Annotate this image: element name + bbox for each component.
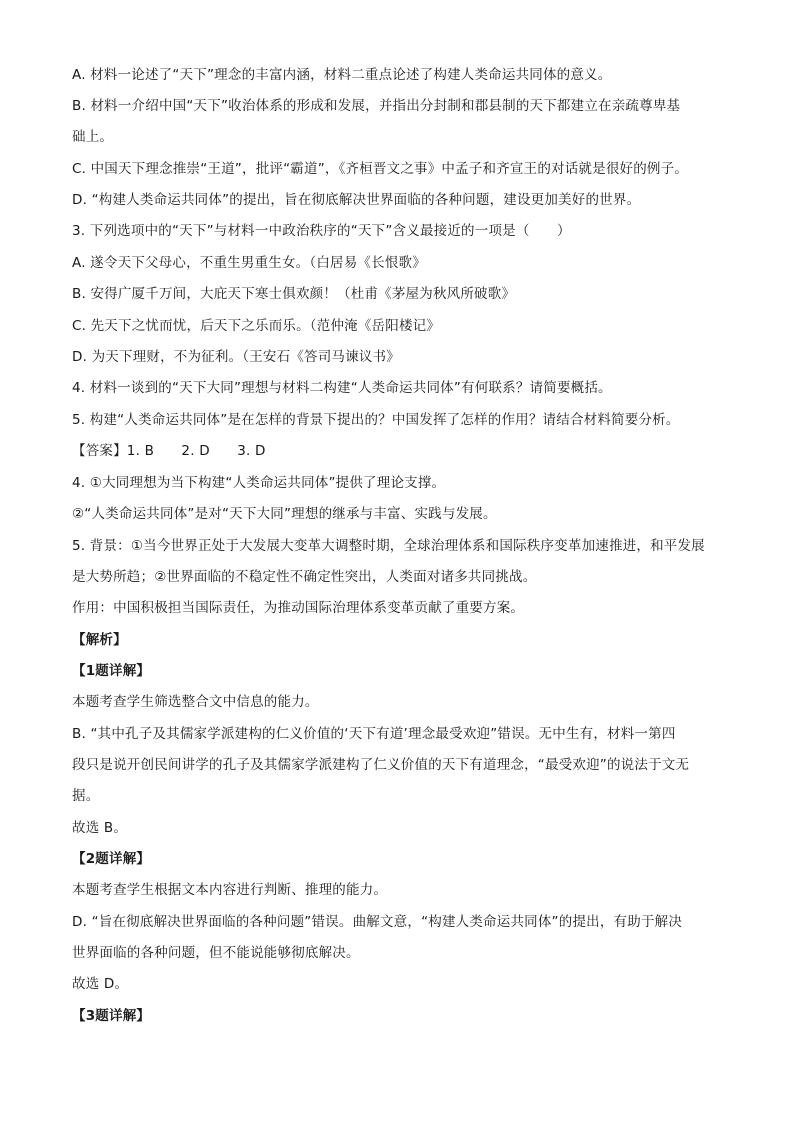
option-b-line-1: B. 材料一介绍中国“天下”收治体系的形成和发展，并指出分封制和郡县制的天下都建立在亲疏尊卑基 xyxy=(72,98,681,114)
detail-2-header: 【2题详解】 xyxy=(72,851,151,867)
question-3: 3. 下列选项中的“天下”与材料一中政治秩序的“天下”含义最接近的一项是（ ） xyxy=(72,223,571,239)
detail-1-line-2: B. “其中孔子及其儒家学派建构的仁义价值的‘天下有道’理念最受欢迎”错误。无中生有，材料一第四 xyxy=(72,726,676,742)
analysis-header: 【解析】 xyxy=(72,632,127,648)
q3-option-b: B. 安得广厦千万间，大庇天下寒士俱欢颜！（杜甫《茅屋为秋风所破歌》 xyxy=(72,286,516,302)
option-c-line: C. 中国天下理念推崇“王道”，批评“霸道”，《齐桓晋文之事》中孟子和齐宣王的对话就是很好的例子。 xyxy=(72,161,689,177)
answer-5-line-3: 作用：中国积极担当国际责任，为推动国际治理体系变革贡献了重要方案。 xyxy=(72,600,525,616)
detail-1-line-4: 据。 xyxy=(72,788,100,804)
detail-1-header: 【1题详解】 xyxy=(72,663,151,679)
option-b-line-2: 础上。 xyxy=(72,129,114,145)
q3-option-c: C. 先天下之忧而忧，后天下之乐而乐。（范仲淹《岳阳楼记》 xyxy=(72,318,441,334)
question-4: 4. 材料一谈到的“天下大同”理想与材料二构建“人类命运共同体”有何联系？请简要概括。 xyxy=(72,380,612,396)
option-d-line: D. “构建人类命运共同体”的提出，旨在彻底解决世界面临的各种问题，建设更加美好的世界。 xyxy=(72,192,641,208)
detail-2-line-1: 本题考查学生根据文本内容进行判断、推理的能力。 xyxy=(72,882,388,898)
answer-4-line-2: ②“人类命运共同体”是对“天下大同”理想的继承与丰富、实践与发展。 xyxy=(72,506,497,522)
q3-option-a: A. 遂令天下父母心，不重生男重生女。（白居易《长恨歌》 xyxy=(72,255,426,271)
detail-1-choice: 故选 B。 xyxy=(72,820,128,836)
detail-2-choice: 故选 D。 xyxy=(72,976,129,992)
answer-5-line-2: 是大势所趋；②世界面临的不稳定性不确定性突出，人类面对诸多共同挑战。 xyxy=(72,569,537,585)
detail-1-line-1: 本题考查学生筛选整合文中信息的能力。 xyxy=(72,694,319,710)
detail-2-line-2: D. “旨在彻底解决世界面临的各种问题”错误。曲解文意，“构建人类命运共同体”的提出，有助于解决 xyxy=(72,914,683,930)
detail-2-line-3: 世界面临的各种问题，但不能说能够彻底解决。 xyxy=(72,945,360,961)
option-a-line: A. 材料一论述了“天下”理念的丰富内涵，材料二重点论述了构建人类命运共同体的意义。 xyxy=(72,67,612,83)
detail-3-header: 【3题详解】 xyxy=(72,1008,151,1024)
answer-header: 【答案】1. B 2. D 3. D xyxy=(72,443,266,459)
answer-4-line-1: 4. ①大同理想为当下构建“人类命运共同体”提供了理论支撑。 xyxy=(72,475,446,491)
detail-1-line-3: 段只是说开创民间讲学的孔子及其儒家学派建构了仁义价值的天下有道理念，“最受欢迎”的说法于文无 xyxy=(72,757,690,773)
question-5: 5. 构建“人类命运共同体”是在怎样的背景下提出的？中国发挥了怎样的作用？请结合材料简要分析。 xyxy=(72,412,680,428)
answer-5-line-1: 5. 背景：①当今世界正处于大发展大变革大调整时期，全球治理体系和国际秩序变革加速推进，和平发展 xyxy=(72,538,705,554)
q3-option-d: D. 为天下理财，不为征利。（王安石《答司马谏议书》 xyxy=(72,349,400,365)
